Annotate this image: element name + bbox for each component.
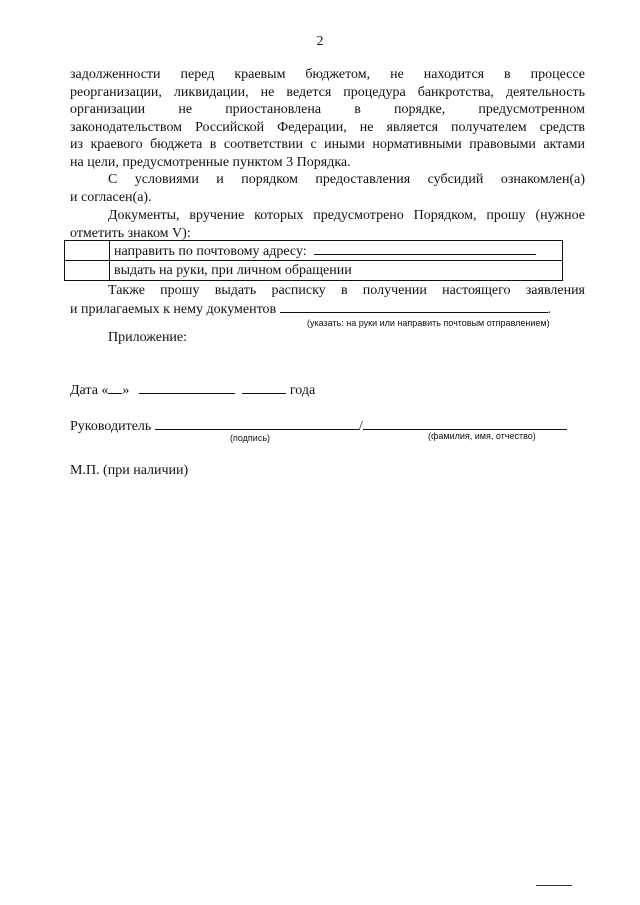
text-line: Документы, вручение которых предусмотрено Порядком, прошу (нужное	[108, 208, 585, 223]
in-person-checkbox-cell[interactable]	[65, 261, 110, 281]
date-prefix: Дата «	[70, 383, 109, 398]
postal-option-cell	[110, 241, 563, 261]
date-day-field[interactable]	[108, 381, 122, 394]
date-suffix: года	[289, 383, 316, 398]
date-year-field[interactable]	[242, 381, 286, 394]
table-row	[65, 241, 563, 261]
signature-field[interactable]	[155, 417, 359, 430]
text-line: задолженности перед краевым бюджетом, не находится в процессе	[70, 67, 585, 82]
receipt-method-field[interactable]	[280, 300, 548, 313]
table-row	[65, 261, 563, 281]
receipt-paragraph	[70, 282, 585, 318]
stamp-note: М.П. (при наличии)	[70, 463, 189, 478]
page-number: 2	[316, 34, 324, 49]
text-line: Также прошу выдать расписку в получении настоящего заявления	[108, 283, 585, 298]
consent-paragraph	[70, 171, 585, 206]
eligibility-paragraph	[70, 66, 585, 172]
head-label: Руководитель	[70, 419, 152, 434]
date-line	[70, 381, 315, 399]
in-person-option-cell	[110, 261, 563, 281]
slash: /	[358, 419, 363, 434]
date-month-field[interactable]	[139, 381, 235, 394]
date-mid: »	[122, 383, 130, 398]
text-line: законодательством Российской Федерации, не является получателем средств	[70, 119, 585, 135]
postal-address-field[interactable]	[314, 242, 536, 255]
full-name-caption: (фамилия, имя, отчество)	[428, 431, 536, 441]
appendix-label: Приложение:	[108, 330, 188, 345]
postal-checkbox-cell[interactable]	[65, 241, 110, 261]
postal-option-label: направить по почтовому адресу:	[114, 243, 307, 259]
text-line: организации не приостановлена в порядке, предусмотренном	[70, 102, 585, 118]
period: .	[547, 301, 552, 317]
text-line: из краевого бюджета в соответствии с иными нормативными правовыми актами	[70, 137, 585, 153]
signature-caption: (подпись)	[230, 433, 271, 443]
text-line: реорганизации, ликвидации, не ведется процедура банкротства, деятельность	[70, 84, 585, 100]
receipt-method-hint: (указать: на руки или направить почтовым отправлением)	[307, 318, 550, 328]
full-name-field[interactable]	[363, 417, 567, 430]
delivery-method-paragraph	[70, 207, 585, 242]
footer-rule	[536, 885, 572, 886]
text-fragment: и прилагаемых к нему документов	[70, 301, 277, 317]
text-line: на цели, предусмотренные пунктом 3 Порядка.	[70, 154, 351, 170]
text-line: и согласен(а).	[70, 189, 152, 205]
in-person-option-label: выдать на руки, при личном обращении	[114, 262, 352, 278]
delivery-options-table	[64, 240, 563, 281]
text-line: С условиями и порядком предоставления субсидий ознакомлен(а)	[108, 172, 585, 187]
text-line: отметить знаком V):	[70, 225, 191, 241]
text-line	[70, 300, 585, 319]
